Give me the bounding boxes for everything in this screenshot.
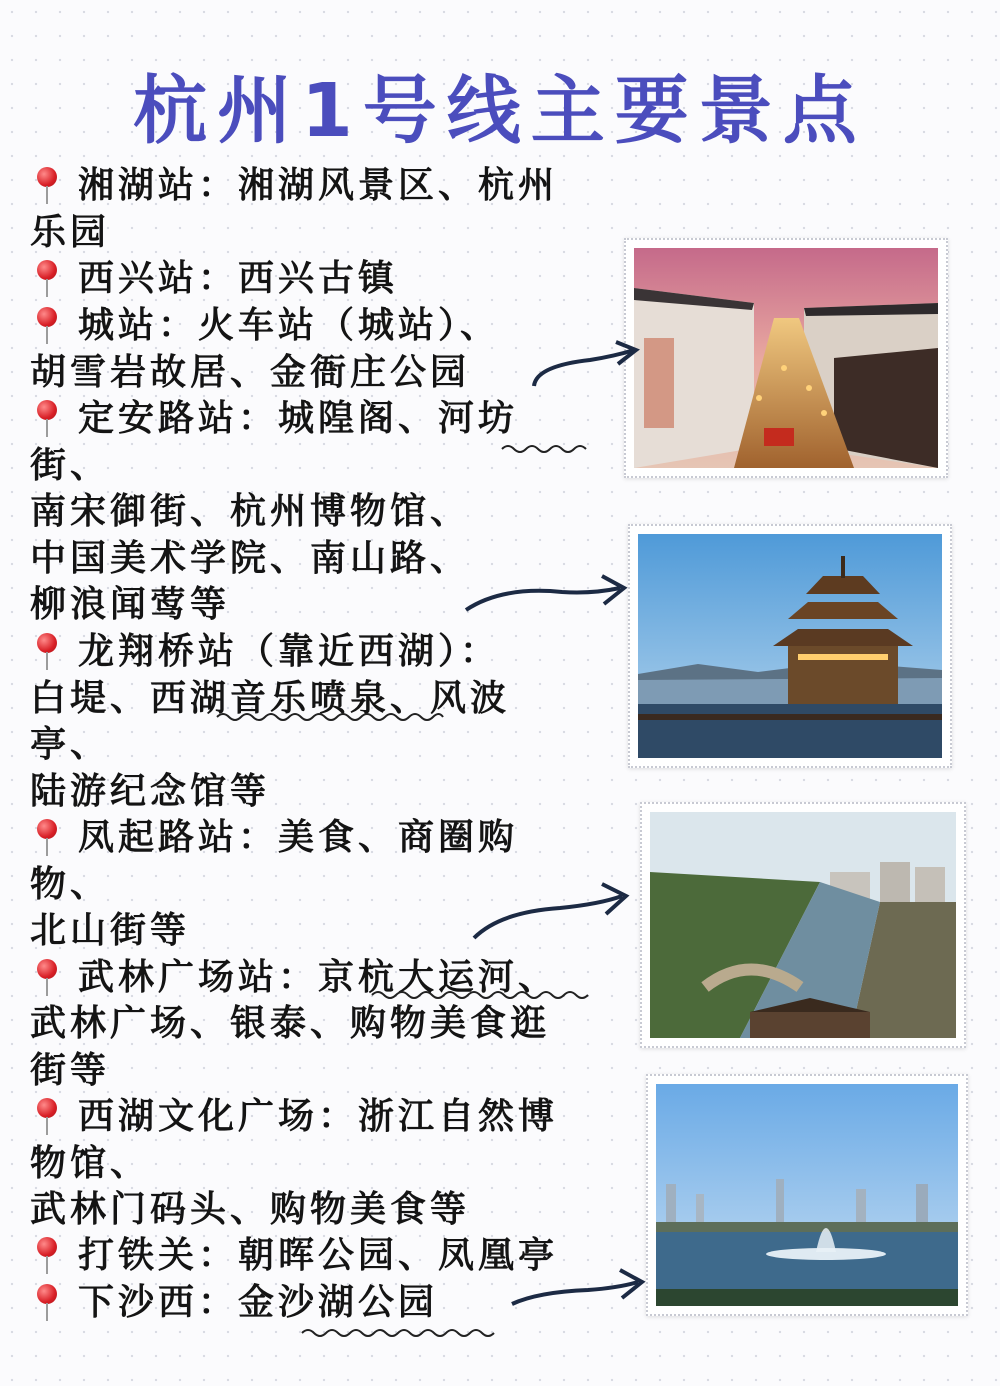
map-pin-icon	[30, 1233, 64, 1279]
photo-pavilion	[628, 524, 952, 768]
line-continuation: 北山街等	[30, 910, 191, 951]
ancient-street-image	[634, 248, 938, 468]
line-continuation: 南宋御街、杭州博物馆、	[30, 491, 471, 532]
line-xihuwenhuaguangchang-station: 西湖文化广场：浙江自然博	[30, 1094, 558, 1140]
line-fengqilu-station: 凤起路站：美食、商圈购	[30, 815, 518, 861]
map-pin-icon	[30, 955, 64, 1001]
arrow-icon	[462, 572, 630, 626]
line-wulinguangchang-station: 武林广场站：京杭大运河、	[30, 955, 558, 1001]
squiggle-underline	[215, 710, 445, 724]
line-continuation: 物、	[30, 864, 111, 905]
map-pin-icon	[30, 1094, 64, 1140]
line-dinganlu-station: 定安路站：城隍阁、河坊	[30, 396, 518, 442]
line-continuation: 柳浪闻莺等	[30, 584, 231, 625]
line-xiashaxi-station: 下沙西：金沙湖公园	[30, 1280, 438, 1326]
map-pin-icon	[30, 163, 64, 209]
line-continuation: 武林广场、银泰、购物美食逛	[30, 1003, 551, 1044]
map-pin-icon	[30, 1280, 64, 1326]
line-continuation: 武林门码头、购物美食等	[30, 1189, 471, 1230]
photo-grand-canal	[640, 802, 966, 1048]
arrow-icon	[470, 878, 632, 948]
line-continuation: 亭、	[30, 724, 111, 765]
map-pin-icon	[30, 256, 64, 302]
photo-ancient-street	[624, 238, 948, 478]
jinsha-lake-image	[656, 1084, 958, 1306]
map-pin-icon	[30, 629, 64, 675]
map-pin-icon	[30, 396, 64, 442]
line-continuation: 乐园	[30, 212, 111, 253]
page-title: 杭州1号线主要景点	[133, 68, 867, 154]
line-xianghu-station: 湘湖站：湘湖风景区、杭州	[30, 163, 558, 209]
squiggle-underline	[500, 442, 590, 456]
line-continuation: 陆游纪念馆等	[30, 771, 271, 812]
pavilion-image	[638, 534, 942, 758]
line-continuation: 物馆、	[30, 1143, 151, 1184]
line-continuation: 街、	[30, 445, 111, 486]
squiggle-underline	[370, 988, 590, 1002]
arrow-icon	[508, 1262, 648, 1318]
squiggle-underline	[300, 1326, 500, 1340]
grand-canal-image	[650, 812, 956, 1038]
line-continuation: 白堤、西湖音乐喷泉、风波	[30, 678, 511, 719]
line-continuation: 中国美术学院、南山路、	[30, 538, 471, 579]
line-xixing-station: 西兴站：西兴古镇	[30, 256, 398, 302]
photo-jinsha-lake	[646, 1074, 968, 1316]
line-continuation: 街等	[30, 1050, 111, 1091]
line-datieguan-station: 打铁关：朝晖公园、凤凰亭	[30, 1233, 558, 1279]
line-continuation: 胡雪岩故居、金衙庄公园	[30, 352, 471, 393]
map-pin-icon	[30, 303, 64, 349]
arrow-icon	[530, 338, 642, 398]
line-longxiangqiao-station: 龙翔桥站（靠近西湖）：	[30, 629, 500, 675]
line-chengzhan-station: 城站：火车站（城站）、	[30, 303, 500, 349]
map-pin-icon	[30, 815, 64, 861]
